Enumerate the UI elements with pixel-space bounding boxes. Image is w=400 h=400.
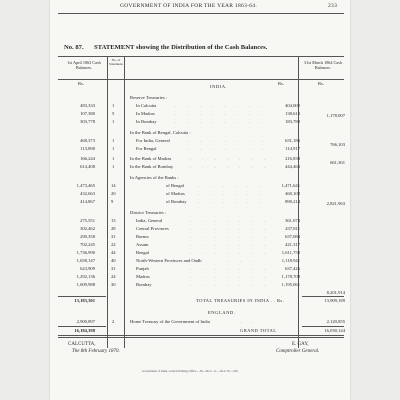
statement-number-cell: 22 [111, 242, 116, 247]
row-label: Home Treasury of the Government of India [130, 319, 210, 324]
leader-dots: . . . . . . . [190, 266, 270, 271]
table-row [50, 218, 350, 224]
table-row [50, 266, 350, 272]
statement-number-cell: 44 [111, 250, 116, 255]
header-rule [58, 13, 344, 14]
row-label: Burma [136, 234, 149, 239]
sum-rule [302, 326, 344, 327]
left-balance: 614,408 [80, 164, 95, 169]
left-balance: 1,473,465 [76, 183, 95, 188]
left-balance: 107,380 [80, 111, 95, 116]
statement-number-cell: 1 [112, 164, 115, 169]
amount: 216,838 [285, 156, 300, 161]
statement-number-cell: 1 [112, 119, 115, 124]
left-balance: 166,244 [80, 156, 95, 161]
reserve-total: 1,178,007 [326, 113, 345, 118]
agency-total: 2,821,963 [326, 201, 345, 206]
footer-place: CALCUTTA, [68, 342, 96, 347]
table-row [50, 282, 350, 288]
left-balance: 1,736,990 [76, 250, 95, 255]
total-india-label: TOTAL TREASURIES IN INDIA . . Rs. [196, 298, 285, 303]
section-england: ENGLAND. [208, 310, 236, 315]
row-label: Central Provinces [136, 226, 169, 231]
leader-dots: . . . . . . [198, 183, 266, 188]
leader-dots: . . . . . . . [190, 218, 270, 223]
statement-number-cell: 30 [111, 282, 116, 287]
column-head-left-balance: 1st April 1863 Cash Balances. [67, 60, 101, 70]
amount: 183,789 [285, 119, 300, 124]
row-label: Madras [136, 274, 150, 279]
statement-number-cell: 40 [111, 258, 116, 263]
footer-signatory: E. GAY, [292, 342, 309, 347]
left-balance: 702,245 [80, 242, 95, 247]
left-balance: 414,867 [80, 199, 95, 204]
grand-total-right: 16,030,144 [324, 328, 345, 333]
left-balance: 1,292,136 [76, 274, 95, 279]
total-india-right: 13,909,189 [324, 298, 345, 303]
amount: 1,178,709 [281, 274, 300, 279]
leader-dots: . . . [228, 258, 259, 263]
left-balance: 1,658,147 [76, 258, 95, 263]
section-india: INDIA. [210, 84, 228, 89]
amount: 637,426 [285, 266, 300, 271]
amount: 114,917 [285, 146, 300, 151]
amount: 631,186 [285, 138, 300, 143]
leader-dots: . . . . . . . [190, 242, 270, 247]
row-label: North-Western Provinces and Oudh [136, 258, 202, 263]
row-label: In Calcutta [136, 103, 157, 108]
sum-rule [58, 296, 106, 297]
table-bottom-rule [58, 337, 344, 338]
amount: 1,195,061 [281, 282, 300, 287]
row-label: Bengal [136, 250, 150, 255]
district-total: 8,201,914 [326, 290, 345, 295]
left-balance: 2,900,897 [76, 319, 95, 324]
statement-number-cell: 20 [111, 191, 116, 196]
currency-right: Rs. [318, 81, 325, 86]
total-india-left: 13,183,301 [74, 298, 95, 303]
amount: 437,811 [285, 226, 300, 231]
statement-number-cell: 1 [112, 103, 115, 108]
left-balance: 303,778 [80, 119, 95, 124]
grand-total-label: GRAND TOTAL [240, 328, 277, 333]
leader-dots: . . . . . . . [190, 234, 270, 239]
table-row [50, 319, 350, 325]
row-label: of Bengal [166, 183, 184, 188]
table-bottom-rule [58, 335, 344, 336]
row-label: Bombay [136, 282, 152, 287]
left-balance: 275,551 [80, 218, 95, 223]
left-balance: 432,663 [80, 191, 95, 196]
group-district-treasuries: District Treasuries : [130, 210, 167, 215]
row-label: India, General [136, 218, 163, 223]
row-label: of Madras [166, 191, 185, 196]
left-balance: 290,358 [80, 234, 95, 239]
table-row [50, 250, 350, 256]
column-head-number: No. of Statement. [109, 58, 124, 66]
bank-total: 661,301 [330, 160, 345, 165]
table-top-rule [58, 56, 344, 57]
row-label: of Bombay [166, 199, 187, 204]
amount: 444,463 [285, 164, 300, 169]
leader-dots: . . . . . . . [190, 156, 270, 161]
statement-number-cell: 13 [111, 218, 116, 223]
amount: 1,611,758 [281, 250, 300, 255]
column-head-rule [58, 79, 344, 80]
group-reserve-treasuries: Reserve Treasuries : [130, 95, 168, 100]
table-row [50, 119, 350, 125]
group-bank-of-bengal: In the Bank of Bengal, Calcutta : [130, 130, 191, 135]
leader-dots: . . . . . . . [190, 164, 270, 169]
leader-dots: . . . . . . . [188, 138, 268, 143]
row-label: For Bengal [136, 146, 157, 151]
leader-dots: . . . . . . . [190, 274, 270, 279]
amount: 404,000 [285, 103, 300, 108]
table-row [50, 234, 350, 240]
running-title: GOVERNMENT OF INDIA FOR THE YEAR 1863-64. [120, 3, 258, 9]
amount: 2,120,855 [326, 319, 345, 324]
leader-dots: . . . . . . . . [175, 111, 268, 116]
left-balance: 483,333 [80, 103, 95, 108]
table-row [50, 103, 350, 109]
table-row [50, 183, 350, 189]
document-page [50, 0, 350, 400]
leader-dots: . . [240, 319, 259, 324]
table-row [50, 258, 350, 264]
statement-number-cell: 1 [112, 146, 115, 151]
group-agencies: In Agencies of the Banks : [130, 175, 179, 180]
amount: 1,471,641 [281, 183, 300, 188]
row-label: In the Bank of Bombay [130, 164, 174, 169]
statement-title: STATEMENT showing the Distribution of the Cash Balances. [94, 44, 268, 51]
leader-dots: . . . . . . . [190, 250, 270, 255]
statement-number-cell: 31 [111, 266, 116, 271]
row-label: For India, General [136, 138, 170, 143]
statement-number: No. 87. [64, 44, 84, 51]
page-number: 233 [328, 3, 338, 9]
statement-number-cell: 14 [111, 183, 116, 188]
sum-rule [302, 296, 344, 297]
amount: 1,118,941 [281, 258, 300, 263]
leader-dots: . . . . . . . . [175, 103, 268, 108]
row-label: Punjab [136, 266, 149, 271]
column-head-right-balance: 31st March 1864 Cash Balances. [304, 60, 342, 70]
leader-dots: . . . . . . [198, 191, 266, 196]
footer-date: The 8th February 1870. [72, 349, 120, 354]
left-balance: 302,462 [80, 226, 95, 231]
printer-imprint: Government of India, Central Printing Office.—No. 422 C. G.—26-2-70.—250. [142, 369, 239, 373]
statement-number-cell: 2 [112, 319, 115, 324]
table-row [50, 274, 350, 280]
row-label: Assam [136, 242, 149, 247]
amount: 421,317 [285, 242, 300, 247]
leader-dots: . . . . . . . . [175, 119, 268, 124]
statement-number-cell: 28 [111, 226, 116, 231]
statement-number-cell: 5 [112, 111, 115, 116]
leader-dots: . . . . . . . [190, 226, 270, 231]
amount: 890,214 [285, 199, 300, 204]
statement-number-cell: 1 [112, 138, 115, 143]
amount: 460,108 [285, 191, 300, 196]
leader-dots: . . . . . . [198, 199, 266, 204]
table-row [50, 242, 350, 248]
statement-number-cell: 24 [111, 274, 116, 279]
grand-total-left: 16,184,398 [74, 328, 95, 333]
row-label: In the Bank of Madras [130, 156, 172, 161]
footer-signatory-title: Comptroller General. [276, 349, 320, 354]
amount: 361,074 [285, 218, 300, 223]
left-balance: 468,373 [80, 138, 95, 143]
bengal-total: 766,103 [330, 142, 345, 147]
table-row [50, 191, 350, 197]
left-balance: 1,609,988 [76, 282, 95, 287]
leader-dots: . . . . . . . [188, 146, 268, 151]
statement-number-cell: 1 [112, 156, 115, 161]
currency-left: Rs. [78, 81, 85, 86]
statement-number-cell: 9 [111, 199, 114, 204]
left-balance: 113,890 [80, 146, 95, 151]
currency-mid: Rs. [278, 81, 285, 86]
row-label: In Madras [136, 111, 155, 116]
sum-rule [58, 326, 106, 327]
amount: 138,613 [285, 111, 300, 116]
statement-number-cell: 31 [111, 234, 116, 239]
amount: 637,084 [285, 234, 300, 239]
left-balance: 623,909 [80, 266, 95, 271]
row-label: In Bombay [136, 119, 157, 124]
table-row [50, 226, 350, 232]
leader-dots: . . . . . . . [190, 282, 270, 287]
